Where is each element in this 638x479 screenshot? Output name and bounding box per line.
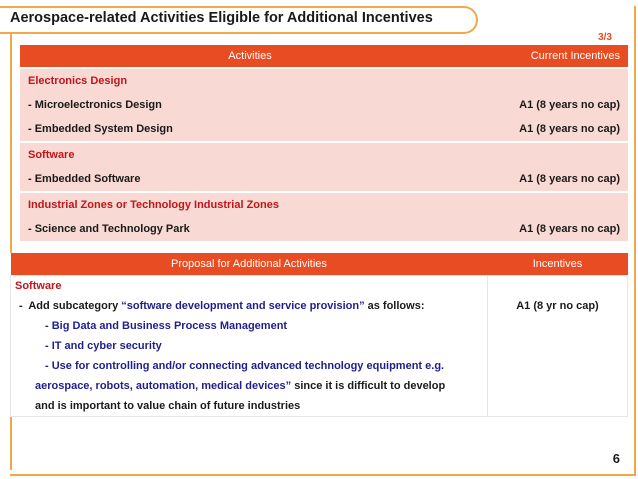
incentive-value: A1 (8 years no cap) bbox=[519, 173, 620, 185]
current-incentives-table bbox=[20, 45, 628, 241]
header-incentives: Incentives bbox=[487, 253, 627, 276]
proposal-row bbox=[11, 276, 628, 417]
incentive-value: A1 (8 yr no cap) bbox=[516, 300, 599, 312]
category-label: Software bbox=[28, 149, 75, 161]
page-indicator: 3/3 bbox=[598, 32, 612, 43]
header-proposal: Proposal for Additional Activities bbox=[11, 253, 488, 276]
subcategory-line: - Add subcategory “software development and service provision” as follows: bbox=[19, 300, 425, 312]
proposal-table bbox=[10, 253, 628, 417]
incentive-value: A1 (8 years no cap) bbox=[519, 123, 620, 135]
activity-label: - Microelectronics Design bbox=[28, 99, 162, 111]
list-item: - Big Data and Business Process Management bbox=[45, 320, 288, 332]
category-label: Electronics Design bbox=[28, 75, 128, 87]
list-item-continuation: and is important to value chain of future industries bbox=[35, 400, 301, 412]
header-current-incentives: Current Incentives bbox=[480, 45, 628, 68]
activity-label: - Embedded System Design bbox=[28, 123, 173, 135]
activity-label: - Embedded Software bbox=[28, 173, 141, 185]
header-activities: Activities bbox=[20, 45, 480, 68]
incentive-value: A1 (8 years no cap) bbox=[519, 99, 620, 111]
category-label: Industrial Zones or Technology Industrial Zones bbox=[28, 199, 279, 211]
table-group-industrial-zones bbox=[20, 192, 628, 241]
incentive-value: A1 (8 years no cap) bbox=[519, 223, 620, 235]
activity-label: - Science and Technology Park bbox=[28, 223, 190, 235]
subcategory-quote: “software development and service provision” bbox=[121, 300, 365, 312]
bottom-border bbox=[10, 474, 636, 476]
page-number: 6 bbox=[612, 451, 620, 466]
slide-title: Aerospace-related Activities Eligible for Additional Incentives bbox=[10, 10, 433, 26]
right-border bbox=[634, 6, 636, 476]
list-item-continuation: aerospace, robots, automation, medical devices” since it is difficult to develop bbox=[35, 380, 446, 392]
list-item: - IT and cyber security bbox=[45, 340, 162, 352]
table-group-electronics bbox=[20, 68, 628, 142]
table-group-software bbox=[20, 142, 628, 192]
category-label: Software bbox=[15, 280, 62, 292]
list-item: - Use for controlling and/or connecting advanced technology equipment e.g. bbox=[45, 360, 445, 372]
